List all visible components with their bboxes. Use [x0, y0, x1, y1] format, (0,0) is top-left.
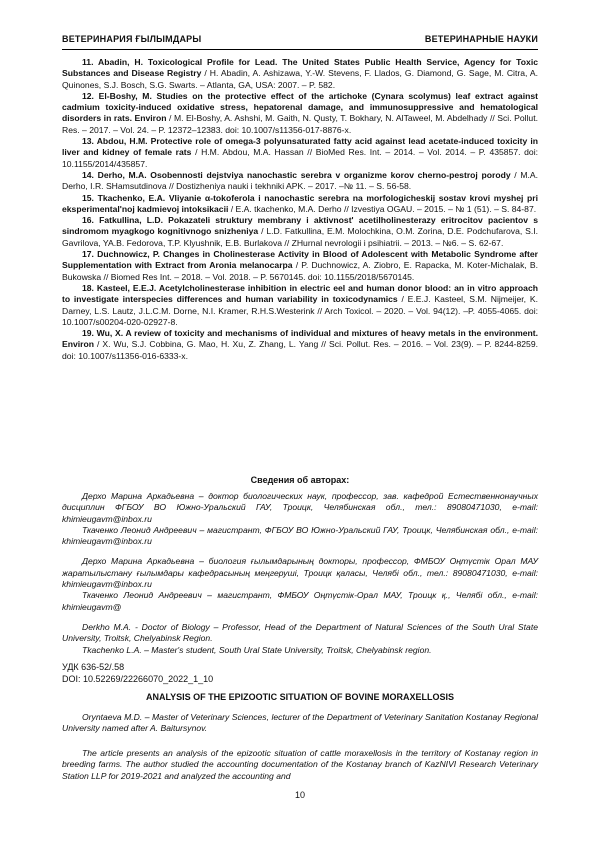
reference-title: 12. El-Boshy, M. Studies on the protective effect of the artichoke (Cynara scolymus) leaf extract against cadmium toxicity-induced oxidative stress, hepatorenal damage, and immunosuppressive and hematological disorders in rats. Environ — [62, 90, 538, 124]
author-info-en: Tkachenko L.A. – Master's student, South Ural State University, Troitsk, Chelyabinsk region. — [82, 644, 432, 655]
header-right-title: ВЕТЕРИНАРНЫЕ НАУКИ — [424, 34, 538, 44]
reference-details: / M. El-Boshy, A. Ashshi, M. Gaith, N. Qusty, T. Bokhary, N. AlTaweel, M. Abdelhady // Sci. Pollut. Res. – 2017. – Vol. 24. – P. 12372–12383. doi: 10.1007/s11356-017-8876-x. — [62, 113, 538, 135]
reference-list — [62, 57, 538, 362]
reference-item — [62, 57, 538, 91]
reference-title: 16. Fatkullina, L.D. Pokazateli struktury membrany i aktivnost' acetilholinesterazy eritrocitov pacientov s sindromom myagkogo kognitivnogo snizheniya — [62, 215, 538, 237]
reference-details: / E.A. tkachenko, M.A. Derho // Izvestiya OGAU. – 2015. – № 1 (51). – S. 84-87. — [228, 203, 537, 214]
reference-details: / E.E.J. Kasteel, S.M. Nijmeijer, K. Darney, L.S. Lautz, J.L.C.M. Dorne, N.I. Kramer, R.H.S.Westerink // Arch Toxicol. – 2020. – Vol. 94(12). –P. 4055-4065. doi: 10.1007/s00204-020-02927-8. — [62, 294, 538, 327]
reference-details: / H.M. Abdou, M.A. Hassan // BioMed Res. Int. – 2014. – Vol. 2014. – P. 435857. doi: 10.1155/2014/435857. — [62, 147, 538, 169]
author-info-ru: Дерхо Марина Аркадьевна – доктор биологических наук, профессор, зав. кафедрой Естественнонаучных дисциплин ФГБОУ ВО Южно-Уральский ГАУ, Троицк, Челябинская обл., тел.: 89080471030, e-mail: khimieugavm@inbox.ru — [62, 491, 538, 524]
reference-item — [62, 283, 538, 328]
reference-title: 19. Wu, X. A review of toxicity and mechanisms of individual and mixtures of heavy metals in the environment. Environ — [62, 328, 538, 350]
author-info-kz: Ткаченко Леонид Андреевич – магистрант, ФМБОУ Оңтүстік-Орал МАУ, Троицк қ., Челябі обл., e-mail: khimieugavm@ — [62, 590, 538, 612]
spacer — [62, 547, 538, 556]
reference-item — [62, 249, 538, 283]
article-abstract: The article presents an analysis of the epizootic situation of cattle moraxellosis in the territory of Kostanay region in breeding farms. The author studied the accounting documentation of the Kostanay branch of KazNIVI Research Veterinary Station LLP for 2019-2021 and analyzed the accounting and — [62, 748, 538, 781]
reference-item — [62, 328, 538, 362]
reference-details: / L.D. Fatkullina, E.M. Molochkina, O.M. Zorina, D.E. Podchufarova, S.I. Gavrilova, YA.B. Fedorova, T.P. Klyushnik, E.B. Burlakova // ZHurnal nevrologii i psihiatrii. – 2013. – №6. – S. 62-67. — [62, 226, 538, 248]
article-title: ANALYSIS OF THE EPIZOOTIC SITUATION OF BOVINE MORAXELLOSIS — [145, 692, 455, 702]
reference-details: / X. Wu, S.J. Cobbina, G. Mao, H. Xu, Z. Zhang, L. Yang // Sci. Pollut. Res. – 2016. – Vol. 23(9). – P. 8244-8259. doi: 10.1007/s11356-016-6333-x. — [62, 339, 538, 361]
reference-title: 17. Duchnowicz, P. Changes in Cholinesterase Activity in Blood of Adolescent with Metabolic Syndrome after Supplementation with Extract from Aronia melanocarpa — [62, 249, 538, 271]
author-info-kz: Дерхо Марина Аркадьевна – биология ғылымдарының докторы, профессор, ФМБОУ Оңтүстік Орал МАУ жаратылыстану ғылымдары кафедрасының меңгеруші, Троицк қаласы, Челябі обл., тел.: 89080471030, e-mail: khimieugavm@inbox.ru — [62, 556, 538, 590]
udc-code: УДК 636-52/.58 — [62, 662, 125, 672]
reference-item — [62, 136, 538, 170]
author-info-ru: Ткаченко Леонид Андреевич – магистрант, ФГБОУ ВО Южно-Уральский ГАУ, Троицк, Челябинская обл., e-mail: khimieugavm@inbox.ru — [62, 524, 538, 547]
author-info-en: Derkho M.A. - Doctor of Biology – Professor, Head of the Department of Natural Sciences of the South Ural State University, Troitsk, Chelyabinsk Region. — [62, 621, 538, 644]
authors-section-title: Сведения об авторах: — [250, 475, 350, 485]
page-number: 10 — [294, 790, 305, 800]
doi-code: DOI: 10.52269/22266070_2022_1_10 — [62, 673, 214, 684]
reference-details: / M.A. Derho, I.R. SHamsutdinova // Dostizheniya nauki i tekhniki APK. – 2017. –№ 11. – S. 56-58. — [62, 169, 538, 192]
reference-title: 11. Abadin, H. Toxicological Profile for Lead. The United States Public Health Service, Agency for Toxic Substances and Disease Registry — [62, 57, 538, 79]
reference-item — [62, 193, 538, 216]
reference-title: 18. Kasteel, E.E.J. Acetylcholinesterase inhibition in electric eel and human donor blood: an in vitro approach to investigate interspecies differences and human variability in toxicodynamics — [62, 282, 538, 305]
author-affiliation: Oryntaeva M.D. – Master of Veterinary Sciences, lecturer of the Department of Veterinary Sanitation Kostanay Regional University named after A. Baitursynov. — [62, 712, 538, 734]
running-header — [62, 34, 538, 48]
reference-details: / H. Abadin, A. Ashizawa, Y.-W. Stevens, F. Llados, G. Diamond, G. Sage, M. Citra, A. Quinones, S.J. Bosch, S.G. Swarts. – Atlanta, GA, USA: 2007. – P. 582. — [62, 68, 539, 90]
reference-item — [62, 91, 538, 136]
reference-item — [62, 215, 538, 249]
header-divider — [62, 49, 538, 50]
authors-info — [62, 491, 538, 656]
reference-title: 13. Abdou, H.M. Protective role of omega-3 polyunsaturated fatty acid against lead acetate-induced toxicity in liver and kidney of female rats — [62, 136, 538, 158]
reference-item — [62, 170, 538, 193]
spacer — [62, 613, 538, 622]
reference-details: / P. Duchnowicz, A. Ziobro, E. Rapacka, M. Koter-Michalak, B. Bukowska // Biomed Res Int. – 2018. – Vol. 2018. – P. 5670145. doi: 10.1155/2018/5670145. — [62, 260, 538, 282]
header-left-title: ВЕТЕРИНАРИЯ ҒЫЛЫМДАРЫ — [62, 34, 202, 44]
article-identifiers — [62, 662, 213, 685]
reference-title: 15. Tkachenko, E.A. Vliyanie α-tokoferola i nanochastic serebra na morfologicheskij sostav krovi myshej pri eksperimental'noj kadmievoj intoksikacii — [62, 192, 538, 214]
reference-title: 14. Derho, M.A. Osobennosti dejstviya nanochastic serebra v organizme korov cherno-pestroj porody — [82, 169, 511, 180]
